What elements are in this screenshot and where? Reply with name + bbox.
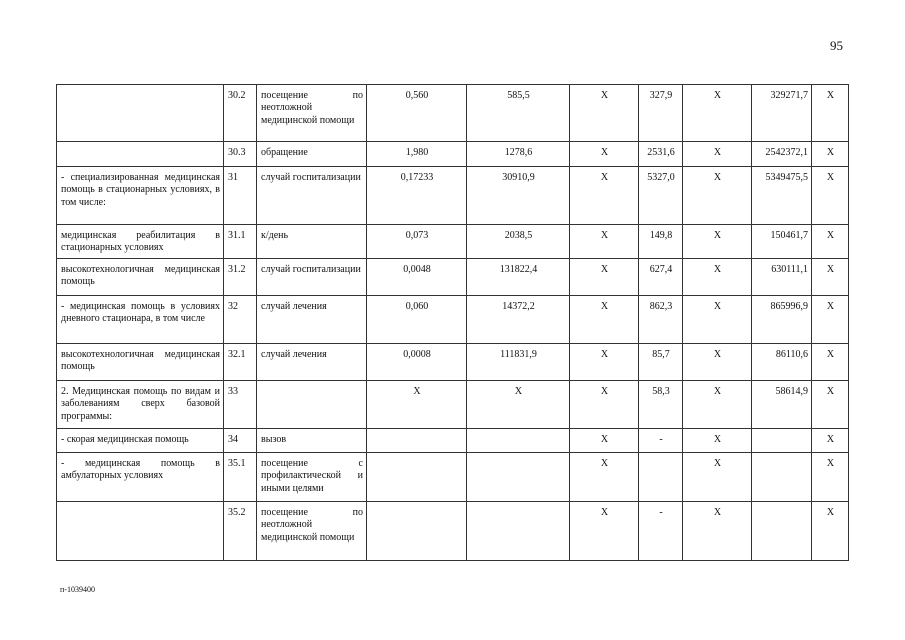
row-number-cell: 30.2	[224, 85, 257, 142]
share-cell: Х	[812, 502, 849, 561]
share-cell: Х	[812, 381, 849, 429]
table-row	[57, 225, 849, 259]
budget-per-capita-cell: Х	[570, 225, 639, 259]
oms-per-capita-cell: -	[639, 429, 683, 453]
row-number-cell: 35.2	[224, 502, 257, 561]
norm-cost-cell	[467, 453, 570, 502]
program-cost-table	[56, 84, 849, 561]
share-cell: Х	[812, 259, 849, 296]
unit-cell: обращение	[257, 142, 367, 167]
budget-total-cell: Х	[683, 225, 752, 259]
oms-total-cell	[752, 502, 812, 561]
budget-per-capita-cell: Х	[570, 167, 639, 225]
row-name-cell: - медицинская помощь в амбулаторных условиях	[57, 453, 224, 502]
budget-total-cell: Х	[683, 453, 752, 502]
norm-volume-cell: 0,0008	[367, 344, 467, 381]
norm-cost-cell: 2038,5	[467, 225, 570, 259]
table-row	[57, 85, 849, 142]
table-row	[57, 142, 849, 167]
norm-volume-cell	[367, 453, 467, 502]
norm-cost-cell: 585,5	[467, 85, 570, 142]
budget-per-capita-cell: Х	[570, 453, 639, 502]
unit-cell	[257, 381, 367, 429]
oms-per-capita-cell: 58,3	[639, 381, 683, 429]
row-name-cell: высокотехнологичная медицинская помощь	[57, 259, 224, 296]
oms-per-capita-cell: 5327,0	[639, 167, 683, 225]
oms-per-capita-cell: 862,3	[639, 296, 683, 344]
norm-cost-cell: 14372,2	[467, 296, 570, 344]
oms-per-capita-cell: -	[639, 502, 683, 561]
table-row	[57, 453, 849, 502]
budget-total-cell: Х	[683, 344, 752, 381]
norm-cost-cell: 30910,9	[467, 167, 570, 225]
row-name-cell: - медицинская помощь в условиях дневного стационара, в том числе	[57, 296, 224, 344]
table-row	[57, 259, 849, 296]
oms-total-cell: 865996,9	[752, 296, 812, 344]
oms-total-cell: 86110,6	[752, 344, 812, 381]
row-number-cell: 33	[224, 381, 257, 429]
row-number-cell: 35.1	[224, 453, 257, 502]
share-cell: Х	[812, 167, 849, 225]
budget-per-capita-cell: Х	[570, 85, 639, 142]
table-row	[57, 429, 849, 453]
budget-total-cell: Х	[683, 167, 752, 225]
share-cell: Х	[812, 453, 849, 502]
share-cell: Х	[812, 142, 849, 167]
row-name-cell: 2. Медицинская помощь по видам и заболеваниям сверх базовой программы:	[57, 381, 224, 429]
norm-volume-cell: Х	[367, 381, 467, 429]
oms-per-capita-cell: 85,7	[639, 344, 683, 381]
norm-volume-cell	[367, 429, 467, 453]
share-cell: Х	[812, 344, 849, 381]
table-row	[57, 167, 849, 225]
norm-volume-cell: 0,0048	[367, 259, 467, 296]
unit-cell: случай госпитализации	[257, 259, 367, 296]
oms-total-cell: 329271,7	[752, 85, 812, 142]
oms-total-cell: 5349475,5	[752, 167, 812, 225]
table-body	[57, 85, 849, 561]
share-cell: Х	[812, 85, 849, 142]
norm-volume-cell: 0,073	[367, 225, 467, 259]
norm-cost-cell: 111831,9	[467, 344, 570, 381]
unit-cell: вызов	[257, 429, 367, 453]
budget-per-capita-cell: Х	[570, 259, 639, 296]
unit-cell: к/день	[257, 225, 367, 259]
budget-total-cell: Х	[683, 502, 752, 561]
norm-volume-cell	[367, 502, 467, 561]
row-name-cell: - специализированная медицинская помощь в стационарных условиях, в том числе:	[57, 167, 224, 225]
budget-per-capita-cell: Х	[570, 296, 639, 344]
oms-total-cell: 2542372,1	[752, 142, 812, 167]
unit-cell: случай лечения	[257, 344, 367, 381]
row-number-cell: 34	[224, 429, 257, 453]
share-cell: Х	[812, 296, 849, 344]
norm-cost-cell	[467, 429, 570, 453]
norm-cost-cell: Х	[467, 381, 570, 429]
oms-per-capita-cell: 327,9	[639, 85, 683, 142]
norm-cost-cell: 1278,6	[467, 142, 570, 167]
budget-per-capita-cell: Х	[570, 142, 639, 167]
row-name-cell: медицинская реабилитация в стационарных условиях	[57, 225, 224, 259]
row-name-cell	[57, 85, 224, 142]
unit-cell: случай лечения	[257, 296, 367, 344]
budget-total-cell: Х	[683, 259, 752, 296]
row-number-cell: 30.3	[224, 142, 257, 167]
row-name-cell	[57, 502, 224, 561]
norm-volume-cell: 0,060	[367, 296, 467, 344]
table-row	[57, 296, 849, 344]
oms-total-cell: 150461,7	[752, 225, 812, 259]
unit-cell: посещение по неотложной медицинской помощи	[257, 85, 367, 142]
share-cell: Х	[812, 225, 849, 259]
norm-volume-cell: 0,560	[367, 85, 467, 142]
oms-per-capita-cell: 149,8	[639, 225, 683, 259]
oms-per-capita-cell	[639, 453, 683, 502]
row-number-cell: 31.2	[224, 259, 257, 296]
norm-volume-cell: 1,980	[367, 142, 467, 167]
budget-per-capita-cell: Х	[570, 429, 639, 453]
budget-per-capita-cell: Х	[570, 344, 639, 381]
row-number-cell: 32.1	[224, 344, 257, 381]
share-cell: Х	[812, 429, 849, 453]
oms-total-cell: 58614,9	[752, 381, 812, 429]
row-name-cell: высокотехнологичная медицинская помощь	[57, 344, 224, 381]
row-number-cell: 31	[224, 167, 257, 225]
budget-total-cell: Х	[683, 296, 752, 344]
page-number: 95	[830, 38, 843, 53]
oms-total-cell	[752, 453, 812, 502]
row-number-cell: 32	[224, 296, 257, 344]
norm-cost-cell: 131822,4	[467, 259, 570, 296]
row-name-cell	[57, 142, 224, 167]
oms-per-capita-cell: 627,4	[639, 259, 683, 296]
row-name-cell: - скорая медицинская помощь	[57, 429, 224, 453]
unit-cell: посещение с профилактической и иными целями	[257, 453, 367, 502]
unit-cell: посещение по неотложной медицинской помощи	[257, 502, 367, 561]
row-number-cell: 31.1	[224, 225, 257, 259]
table-row	[57, 381, 849, 429]
budget-total-cell: Х	[683, 381, 752, 429]
budget-per-capita-cell: Х	[570, 502, 639, 561]
budget-per-capita-cell: Х	[570, 381, 639, 429]
norm-volume-cell: 0,17233	[367, 167, 467, 225]
unit-cell: случай госпитализации	[257, 167, 367, 225]
budget-total-cell: Х	[683, 429, 752, 453]
table-row	[57, 502, 849, 561]
budget-total-cell: Х	[683, 85, 752, 142]
oms-per-capita-cell: 2531,6	[639, 142, 683, 167]
norm-cost-cell	[467, 502, 570, 561]
document-code: п-1039400	[60, 585, 95, 594]
budget-total-cell: Х	[683, 142, 752, 167]
oms-total-cell: 630111,1	[752, 259, 812, 296]
oms-total-cell	[752, 429, 812, 453]
table-row	[57, 344, 849, 381]
